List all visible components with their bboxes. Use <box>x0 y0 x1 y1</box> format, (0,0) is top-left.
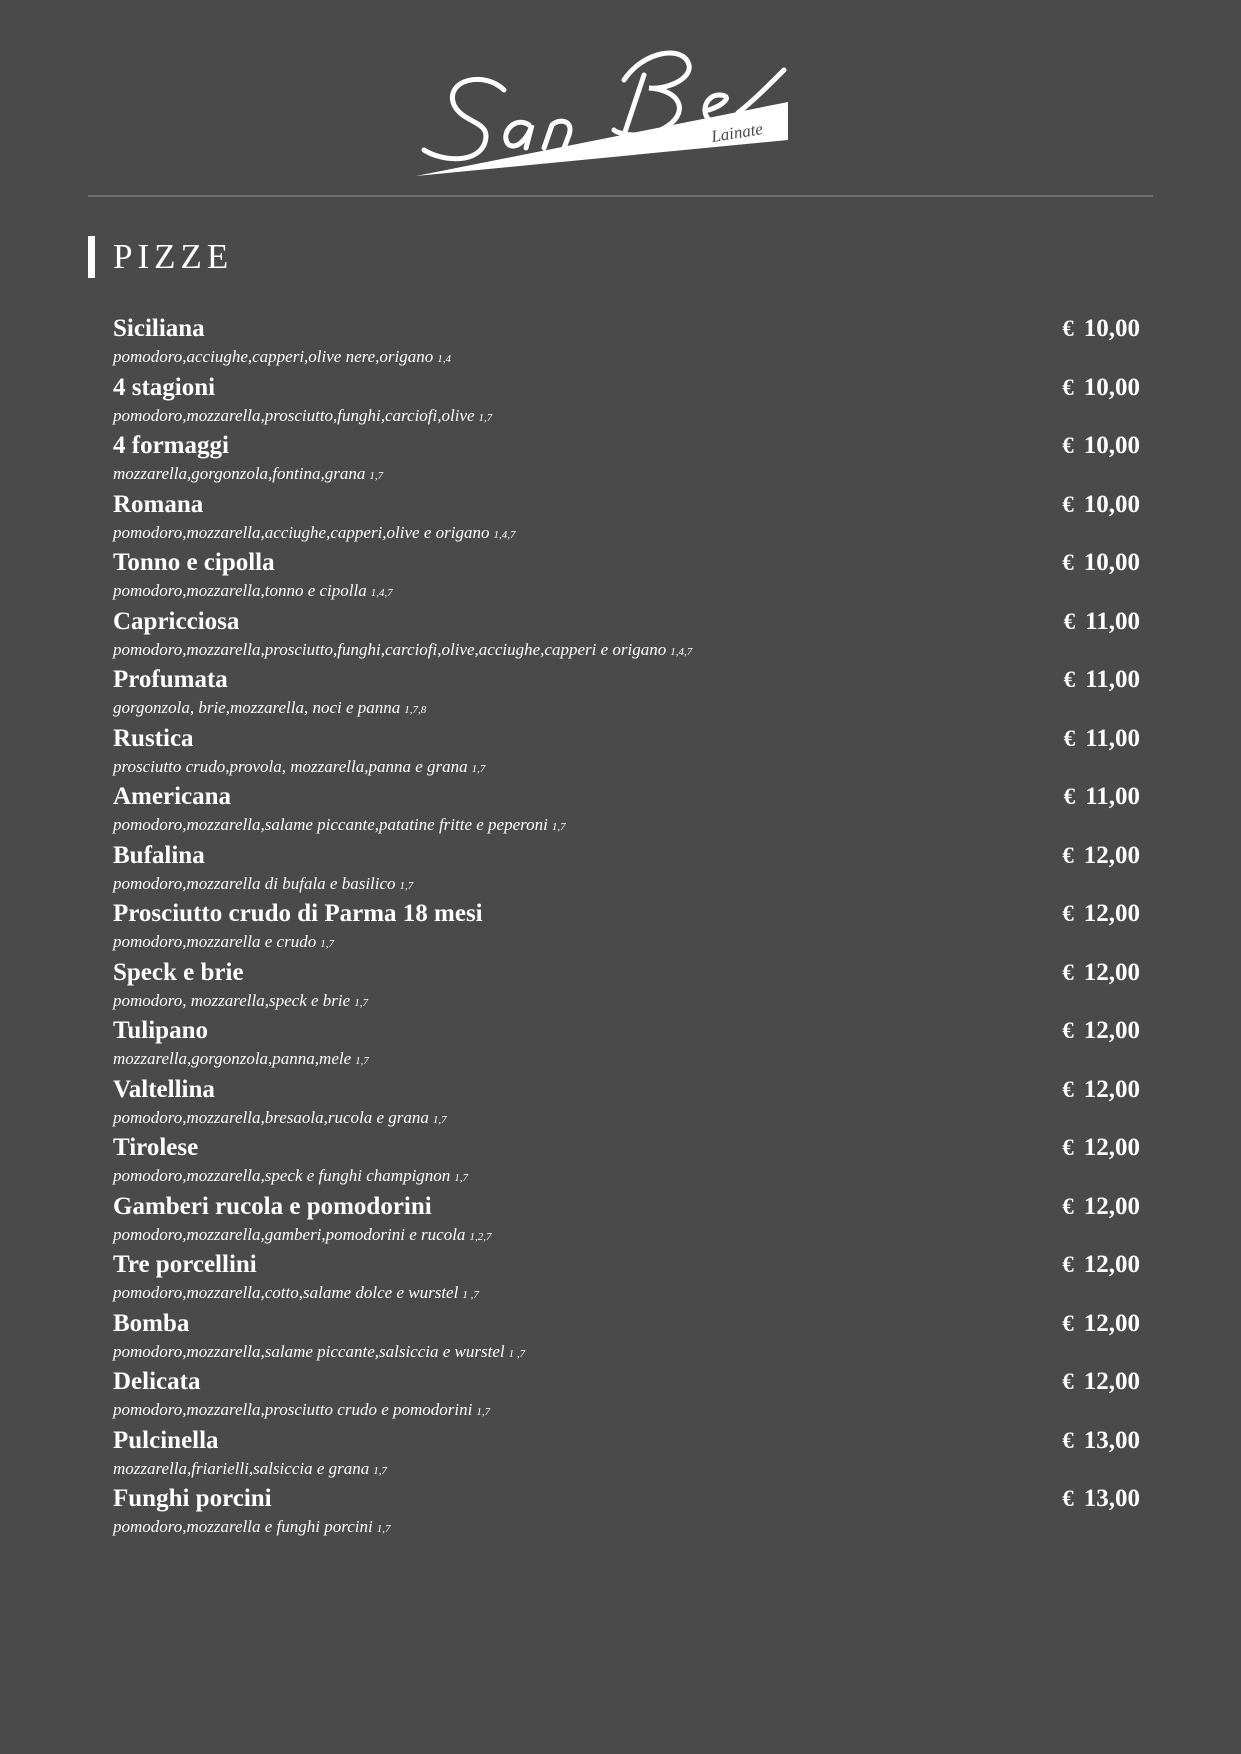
item-allergens: 1,4,7 <box>493 528 516 541</box>
item-name: Siciliana <box>113 315 205 342</box>
menu-item <box>113 1248 1140 1307</box>
item-description: pomodoro,mozzarella,prosciutto,funghi,carciofi,olive <box>113 405 475 425</box>
item-price <box>1062 429 1140 463</box>
menu-item <box>113 780 1140 839</box>
item-description-line <box>113 580 393 604</box>
item-description: pomodoro,acciughe,capperi,olive nere,origano <box>113 347 434 366</box>
item-description: mozzarella,gorgonzola,fontina,grana <box>113 464 366 483</box>
section-title: PIZZE <box>113 237 234 276</box>
item-price <box>1062 897 1140 931</box>
menu-item <box>113 546 1140 605</box>
item-name: Tirolese <box>113 1134 199 1161</box>
item-description: pomodoro,mozzarella,acciughe,capperi,olive e origano <box>113 522 490 542</box>
item-description-line <box>113 990 368 1014</box>
menu-list <box>113 312 1140 1541</box>
item-price <box>1062 371 1140 405</box>
item-name: Pulcinella <box>113 1426 219 1454</box>
item-price-value: 13,00 <box>1083 1426 1140 1454</box>
item-description-line <box>113 405 492 429</box>
item-allergens: 1,7,8 <box>404 704 427 716</box>
item-description: pomodoro,mozzarella,gamberi,pomodorini e rucola <box>113 1224 466 1244</box>
menu-item <box>113 1424 1140 1483</box>
item-allergens: 1,7 <box>454 1172 469 1184</box>
menu-item <box>113 488 1140 547</box>
item-price-value: 12,00 <box>1083 1251 1140 1278</box>
currency-symbol: € <box>1063 784 1076 809</box>
currency-symbol: € <box>1062 1310 1074 1336</box>
item-name: Tre porcellini <box>113 1251 257 1278</box>
currency-symbol: € <box>1062 1486 1074 1511</box>
item-price-value: 12,00 <box>1083 900 1140 927</box>
item-name: Romana <box>113 490 204 518</box>
item-price-value: 10,00 <box>1083 490 1140 518</box>
item-price-value: 12,00 <box>1083 1134 1140 1161</box>
menu-item <box>113 956 1140 1015</box>
item-description: pomodoro,mozzarella di bufala e basilico <box>113 873 396 893</box>
menu-item <box>113 312 1140 371</box>
item-allergens: 1,7 <box>399 879 414 892</box>
item-allergens: 1,7 <box>355 1055 369 1067</box>
item-allergens: 1,4,7 <box>370 587 393 599</box>
menu-item <box>113 1131 1140 1190</box>
item-price <box>1062 312 1140 346</box>
item-name: Rustica <box>113 724 194 752</box>
item-price-value: 10,00 <box>1083 549 1140 576</box>
currency-symbol: € <box>1063 667 1076 692</box>
item-name: Profumata <box>113 666 228 693</box>
item-allergens: 1,4,7 <box>670 645 693 658</box>
item-description: pomodoro,mozzarella,speck e funghi champignon <box>113 1166 451 1185</box>
item-price <box>1062 1073 1140 1107</box>
item-description: pomodoro,mozzarella,bresaola,rucola e grana <box>113 1107 429 1127</box>
item-name: Americana <box>113 783 232 810</box>
item-price <box>1064 722 1140 756</box>
currency-symbol: € <box>1062 1369 1074 1394</box>
item-description-line <box>113 346 451 370</box>
item-allergens: 1,4 <box>437 353 452 365</box>
item-price <box>1062 488 1140 522</box>
item-price-value: 11,00 <box>1085 783 1140 810</box>
item-allergens: 1,7 <box>471 762 486 775</box>
item-description-line <box>113 639 692 663</box>
currency-symbol: € <box>1062 550 1074 575</box>
currency-symbol: € <box>1062 1018 1074 1043</box>
item-name: Funghi porcini <box>113 1485 272 1512</box>
item-description-line <box>113 756 485 780</box>
currency-symbol: € <box>1062 491 1074 517</box>
menu-item <box>113 1073 1140 1132</box>
item-price-value: 10,00 <box>1083 315 1140 342</box>
item-allergens: 1,7 <box>476 1406 491 1418</box>
item-description-line <box>113 1516 390 1540</box>
item-allergens: 1,7 <box>373 1464 388 1477</box>
item-price-value: 12,00 <box>1083 958 1140 986</box>
item-allergens: 1,7 <box>432 1113 447 1126</box>
item-allergens: 1,2,7 <box>469 1230 492 1243</box>
item-allergens: 1,7 <box>320 938 334 950</box>
item-description-line <box>113 1224 491 1248</box>
item-description-line <box>113 1458 387 1482</box>
currency-symbol: € <box>1062 433 1074 458</box>
item-price-value: 10,00 <box>1083 432 1140 459</box>
item-allergens: 1,7 <box>354 996 368 1009</box>
item-description-line <box>113 522 515 546</box>
item-description-line <box>113 697 426 721</box>
item-price-value: 12,00 <box>1083 1017 1140 1044</box>
menu-item <box>113 371 1140 430</box>
item-price <box>1062 1014 1140 1048</box>
item-name: Prosciutto crudo di Parma 18 mesi <box>113 900 483 927</box>
item-price <box>1062 546 1140 580</box>
item-description-line <box>113 463 383 487</box>
item-price <box>1062 839 1140 873</box>
item-price <box>1064 780 1140 814</box>
menu-item <box>113 1190 1140 1249</box>
currency-symbol: € <box>1062 1193 1074 1219</box>
currency-symbol: € <box>1062 1076 1074 1102</box>
item-price <box>1062 1131 1140 1165</box>
item-price <box>1064 663 1140 697</box>
item-name: 4 stagioni <box>113 373 216 401</box>
item-description-line <box>113 1107 447 1131</box>
item-description: pomodoro,mozzarella,prosciutto,funghi,carciofi,olive,acciughe,capperi e origano <box>113 639 667 659</box>
item-allergens: 1,7 <box>478 411 493 424</box>
item-description: pomodoro,mozzarella,tonno e cipolla <box>113 581 367 600</box>
item-name: Speck e brie <box>113 958 244 986</box>
item-description: pomodoro,mozzarella e crudo <box>113 932 317 951</box>
item-description: pomodoro, mozzarella,speck e brie <box>113 990 351 1010</box>
item-price <box>1062 1190 1140 1224</box>
item-name: Bufalina <box>113 841 205 869</box>
item-allergens: 1,7 <box>376 1523 391 1535</box>
item-description-line <box>113 931 334 955</box>
item-name: Gamberi rucola e pomodorini <box>113 1192 432 1220</box>
menu-item <box>113 1307 1140 1366</box>
item-price <box>1062 1307 1140 1341</box>
item-allergens: 1,7 <box>551 821 566 833</box>
item-price <box>1062 1482 1140 1516</box>
item-price <box>1062 1424 1140 1458</box>
item-description-line <box>113 873 413 897</box>
item-description: pomodoro,mozzarella,salame piccante,salsiccia e wurstel <box>113 1341 505 1361</box>
section-accent-bar <box>88 236 95 278</box>
item-price-value: 11,00 <box>1085 607 1140 635</box>
currency-symbol: € <box>1062 1427 1074 1453</box>
menu-item <box>113 1014 1140 1073</box>
item-price-value: 12,00 <box>1083 841 1140 869</box>
item-name: Tonno e cipolla <box>113 549 275 576</box>
item-description: gorgonzola, brie,mozzarella, noci e panna <box>113 698 401 717</box>
item-price <box>1064 605 1140 639</box>
item-description-line <box>113 1048 369 1072</box>
currency-symbol: € <box>1062 374 1074 400</box>
item-price-value: 11,00 <box>1085 724 1140 752</box>
item-price-value: 10,00 <box>1083 373 1140 401</box>
item-price-value: 13,00 <box>1083 1485 1140 1512</box>
san-be-logo <box>414 40 792 180</box>
item-price-value: 12,00 <box>1083 1368 1140 1395</box>
item-price-value: 11,00 <box>1085 666 1140 693</box>
item-description: pomodoro,mozzarella,salame piccante,patatine fritte e peperoni <box>113 815 548 834</box>
currency-symbol: € <box>1062 959 1074 985</box>
item-description-line <box>113 1165 468 1189</box>
currency-symbol: € <box>1062 901 1074 926</box>
item-description-line <box>113 814 566 838</box>
item-description: pomodoro,mozzarella,prosciutto crudo e pomodorini <box>113 1400 473 1419</box>
item-price <box>1062 1248 1140 1282</box>
item-price-value: 12,00 <box>1083 1075 1140 1103</box>
item-description-line <box>113 1399 490 1423</box>
menu-item <box>113 722 1140 781</box>
item-price-value: 12,00 <box>1083 1309 1140 1337</box>
logo-place-text: Lainate <box>709 119 765 147</box>
san-be-logo-graphic <box>414 40 792 180</box>
item-price <box>1062 1365 1140 1399</box>
currency-symbol: € <box>1062 842 1074 868</box>
currency-symbol: € <box>1062 316 1074 341</box>
item-name: Valtellina <box>113 1075 215 1103</box>
item-price <box>1062 956 1140 990</box>
item-name: Bomba <box>113 1309 190 1337</box>
item-allergens: 1 ,7 <box>508 1347 526 1360</box>
item-description: mozzarella,friarielli,salsiccia e grana <box>113 1458 370 1478</box>
item-description: mozzarella,gorgonzola,panna,mele <box>113 1049 352 1068</box>
menu-item <box>113 897 1140 956</box>
item-name: Tulipano <box>113 1017 208 1044</box>
currency-symbol: € <box>1063 608 1076 634</box>
item-description-line <box>113 1282 479 1306</box>
item-name: Capricciosa <box>113 607 240 635</box>
item-description: pomodoro,mozzarella e funghi porcini <box>113 1517 373 1536</box>
item-description: prosciutto crudo,provola, mozzarella,panna e grana <box>113 756 468 776</box>
item-description-line <box>113 1341 525 1365</box>
menu-item <box>113 839 1140 898</box>
item-allergens: 1,7 <box>369 470 384 482</box>
item-description: pomodoro,mozzarella,cotto,salame dolce e wurstel <box>113 1283 459 1302</box>
item-price-value: 12,00 <box>1083 1192 1140 1220</box>
menu-item <box>113 605 1140 664</box>
header-divider <box>88 195 1153 197</box>
menu-item <box>113 429 1140 488</box>
menu-item <box>113 1482 1140 1541</box>
currency-symbol: € <box>1063 725 1076 751</box>
currency-symbol: € <box>1062 1135 1074 1160</box>
item-name: Delicata <box>113 1368 201 1395</box>
item-allergens: 1 ,7 <box>462 1289 479 1301</box>
menu-item <box>113 1365 1140 1424</box>
item-name: 4 formaggi <box>113 432 229 459</box>
menu-item <box>113 663 1140 722</box>
currency-symbol: € <box>1062 1252 1074 1277</box>
